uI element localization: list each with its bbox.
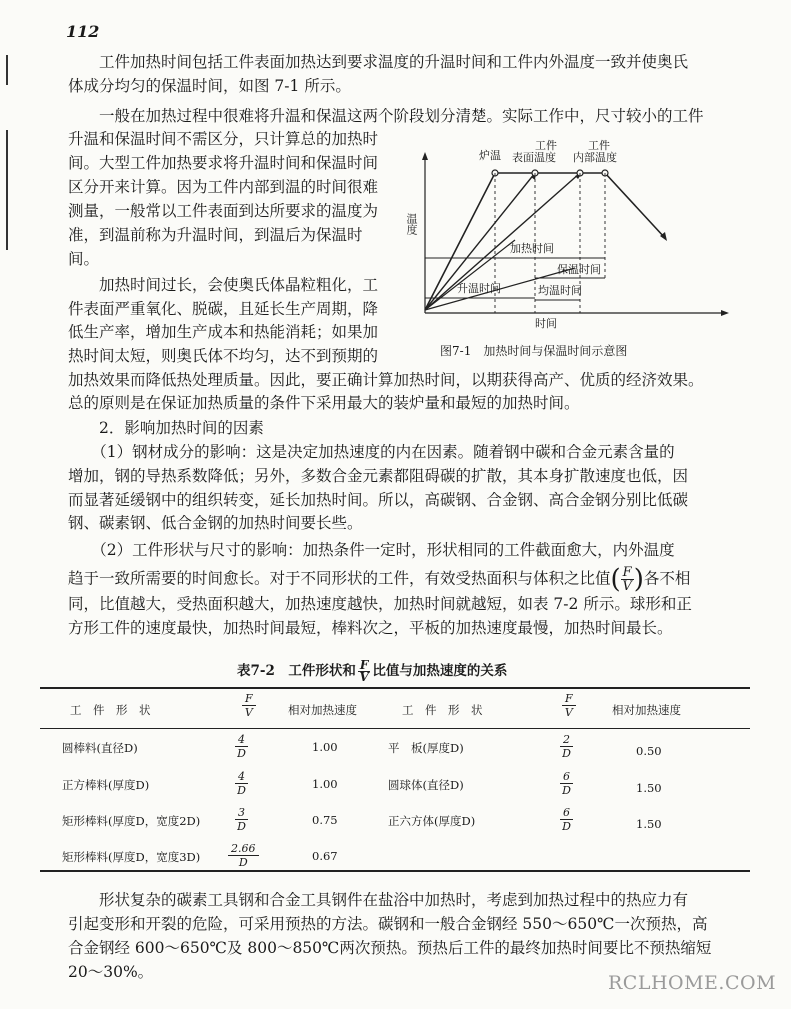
fraction-numerator: 6 [560, 770, 573, 784]
text-line: （2）工件形状与尺寸的影响：加热条件一定时，形状相同的工件截面愈大，内外温度 [68, 541, 675, 559]
x-axis-label: 时间 [535, 317, 557, 330]
figure-diagram [395, 128, 735, 338]
text-line: 间。 [68, 250, 100, 268]
header-shape-left: 工 件 形 状 [70, 703, 151, 717]
fraction-numerator: 6 [560, 806, 573, 820]
table-row-speed: 0.75 [312, 813, 338, 827]
label-core-temp-1: 工件 [588, 139, 610, 152]
table-row-speed: 1.00 [312, 740, 338, 754]
fraction-numerator: 4 [235, 733, 248, 747]
text-line: 准，到温前称为升温时间，到温后为保温时 [68, 226, 363, 244]
scan-margin-mark [6, 55, 8, 85]
fraction-numerator: F [622, 565, 632, 580]
fraction-denominator: D [237, 747, 246, 760]
fraction-numerator: 4 [235, 770, 248, 784]
table-row-speed: 1.50 [636, 781, 662, 795]
section-heading: 2．影响加热时间的因素 [68, 419, 264, 437]
page-number: 112 [66, 22, 100, 41]
fraction-denominator: D [562, 820, 571, 833]
table-row-ratio [235, 733, 248, 760]
fraction-denominator: D [237, 820, 246, 833]
label-rising-time: 升温时间 [457, 282, 501, 295]
table-row-speed: 0.50 [636, 744, 662, 758]
text-line: （1）钢材成分的影响：这是决定加热速度的内在因素。随着钢中碳和合金元素含量的 [68, 443, 675, 461]
figure-caption: 图7-1 加热时间与保温时间示意图 [440, 344, 628, 358]
table-row-ratio [235, 770, 248, 797]
table-row-shape: 圆球体(直径D) [388, 778, 464, 792]
label-holding-time: 保温时间 [557, 263, 601, 276]
table-row-ratio [560, 806, 573, 833]
fraction-numerator: 2 [560, 733, 573, 747]
text-line [68, 566, 690, 593]
text-line: 加热效果而降低热处理质量。因此，要正确计算加热时间，以期获得高产、优质的经济效果。 [68, 371, 704, 389]
text-line: 同，比值越大，受热面积越大，加热速度越快，加热时间就越短，如表 7-2 所示。球形和正 [68, 595, 692, 613]
text-line: 方形工件的速度最快，加热时间最短，棒料次之，平板的加热速度最慢，加热时间最长。 [68, 619, 673, 637]
y-axis-label: 温度 [405, 213, 418, 235]
table-row-shape: 矩形棒料(厚度D，宽度3D) [62, 850, 201, 864]
paren-open: ( [610, 564, 621, 595]
table-caption-prefix: 表7-2 工件形状和 [237, 663, 356, 679]
fraction-numerator: F [562, 692, 576, 706]
inline-fraction [621, 566, 634, 593]
table-bottom-rule [40, 870, 750, 872]
label-soaking-time: 均温时间 [538, 284, 582, 297]
watermark: RCLHOME.COM [608, 972, 777, 994]
table-header-rule [40, 728, 750, 729]
fraction-numerator: F [359, 658, 369, 672]
fraction-denominator: D [562, 747, 571, 760]
text-line: 低生产率，增加生产成本和热能消耗；如果加 [68, 323, 379, 341]
table-row-speed: 1.50 [636, 817, 662, 831]
fraction-denominator: V [359, 670, 369, 684]
text-line: 间。大型工件加热要求将升温时间和保温时间 [68, 154, 379, 172]
table-row-ratio [560, 770, 573, 797]
text-line: 一般在加热过程中很难将升温和保温这两个阶段划分清楚。实际工作中，尺寸较小的工件 [68, 107, 704, 125]
header-speed-left: 相对加热速度 [288, 703, 357, 717]
table-row-shape: 圆棒料(直径D) [62, 741, 138, 755]
fraction-denominator: D [562, 784, 571, 797]
table-row-shape: 正方棒料(厚度D) [62, 778, 150, 792]
text-line: 总的原则是在保证加热质量的条件下采用最大的装炉量和最短的加热时间。 [68, 394, 580, 412]
table-row-speed: 1.00 [312, 777, 338, 791]
fraction-denominator: V [564, 706, 573, 719]
label-surface-temp-1: 工件 [535, 139, 557, 152]
scan-margin-mark [6, 130, 8, 250]
table-row-shape: 平 板(厚度D) [388, 741, 464, 755]
fraction-denominator: D [238, 856, 248, 869]
text-segment: 各不相 [643, 569, 691, 588]
label-core-temp-2: 内部温度 [573, 151, 617, 164]
text-line: 加热时间过长，会使奥氏体晶粒粗化，工 [68, 276, 379, 294]
text-line: 升温和保温时间不需区分，只计算总的加热时 [68, 130, 379, 148]
text-line: 而显著延缓钢中的组织转变，延长加热时间。所以，高碳钢、合金钢、高合金钢分别比低碳 [68, 491, 689, 509]
header-ratio-right [562, 692, 576, 719]
text-line: 增加，钢的导热系数降低；另外，多数合金元素都阻碍碳的扩散，其本身扩散速度也低，因 [68, 467, 689, 485]
text-line: 钢、碳素钢、低合金钢的加热时间要长些。 [68, 514, 363, 532]
table-caption [237, 659, 507, 683]
label-furnace-temp: 炉温 [479, 149, 501, 162]
table-row-speed: 0.67 [312, 849, 338, 863]
text-line: 测量，一般常以工件表面到达所要求的温度为 [68, 202, 379, 220]
fraction-denominator: V [622, 579, 632, 594]
figure-heating-time [395, 128, 735, 358]
fraction-numerator: 3 [235, 806, 248, 820]
header-ratio-left [242, 692, 256, 719]
table-row-ratio [228, 842, 259, 869]
text-line: 形状复杂的碳素工具钢和合金工具钢件在盐浴中加热时，考虑到加热过程中的热应力有 [68, 891, 689, 909]
header-shape-right: 工 件 形 状 [402, 703, 483, 717]
paren-close: ) [633, 564, 644, 595]
text-line: 引起变形和开裂的危险，可采用预热的方法。碳钢和一般合金钢经 550～650℃一次预热，高 [68, 915, 708, 933]
fraction-denominator: V [244, 706, 253, 719]
text-line: 件表面严重氧化、脱碳，且延长生产周期，降 [68, 300, 379, 318]
table-top-rule [40, 687, 750, 689]
text-line: 20～30%。 [68, 963, 154, 981]
table-row-ratio [560, 733, 573, 760]
text-segment: 趋于一致所需要的时间愈长。对于不同形状的工件，有效受热面积与体积之比值 [68, 569, 611, 588]
text-line: 合金钢经 600～650℃及 800～850℃两次预热。预热后工件的最终加热时间要比不预热缩短 [68, 939, 712, 957]
table-row-ratio [235, 806, 248, 833]
header-speed-right: 相对加热速度 [612, 703, 681, 717]
text-line: 体成分均匀的保温时间，如图 7-1 所示。 [68, 77, 351, 95]
label-heating-time: 加热时间 [510, 242, 554, 255]
table-row-shape: 正六方体(厚度D) [388, 814, 476, 828]
fraction-numerator: F [242, 692, 256, 706]
text-line: 区分开来计算。因为工件内部到温的时间很难 [68, 178, 379, 196]
table-caption-fraction [358, 660, 371, 683]
text-line: 热时间太短，则奥氏体不均匀，达不到预期的 [68, 347, 379, 365]
fraction-denominator: D [237, 784, 246, 797]
table-row-shape: 矩形棒料(厚度D，宽度2D) [62, 814, 201, 828]
table-caption-suffix: 比值与加热速度的关系 [372, 663, 508, 679]
label-surface-temp-2: 表面温度 [512, 151, 556, 164]
text-line: 工件加热时间包括工件表面加热达到要求温度的升温时间和工件内外温度一致并使奥氏 [68, 53, 689, 71]
fraction-numerator: 2.66 [228, 842, 259, 856]
